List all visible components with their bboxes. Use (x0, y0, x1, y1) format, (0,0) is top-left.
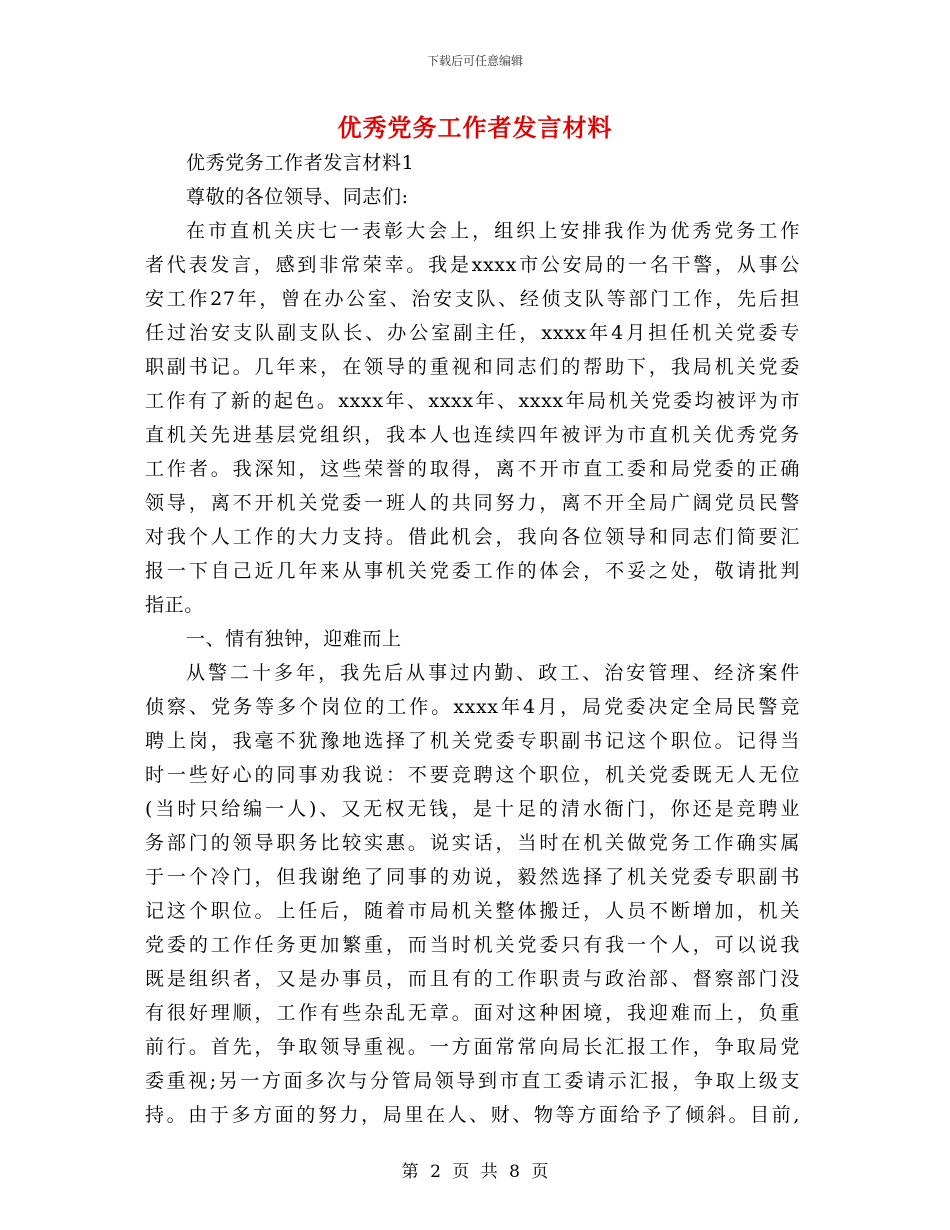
paragraph-line: 务部门的领导职务比较实惠。说实话，当时在机关做党务工作确实属 (145, 832, 800, 854)
paragraph-line: 者代表发言，感到非常荣幸。我是xxxx市公安局的一名干警，从事公 (145, 254, 800, 276)
salutation-line: 尊敬的各位领导、同志们: (186, 186, 409, 208)
paragraph-line: 对我个人工作的大力支持。借此机会，我向各位领导和同志们简要汇 (145, 526, 800, 548)
paragraph-line: 有很好理顺，工作有些杂乱无章。面对这种困境，我迎难而上，负重 (145, 1002, 800, 1024)
section-heading: 一、情有独钟，迎难而上 (186, 628, 402, 650)
paragraph-line: 持。由于多方面的努力，局里在人、财、物等方面给予了倾斜。目前, (145, 1104, 800, 1126)
paragraph-line: 在市直机关庆七一表彰大会上，组织上安排我作为优秀党务工作 (186, 220, 800, 242)
paragraph-line: 报一下自己近几年来从事机关党委工作的体会，不妥之处，敬请批判 (145, 560, 800, 582)
page-number-footer: 第 2 页 共 8 页 (401, 1162, 549, 1182)
paragraph-line: 既是组织者，又是办事员，而且有的工作职责与政治部、督察部门没 (145, 968, 800, 990)
paragraph-line: 党委的工作任务更加繁重，而当时机关党委只有我一个人，可以说我 (145, 934, 800, 956)
paragraph-line: 领导，离不开机关党委一班人的共同努力，离不开全局广阔党员民警 (145, 492, 800, 514)
paragraph-line: 聘上岗，我毫不犹豫地选择了机关党委专职副书记这个职位。记得当 (145, 730, 800, 752)
paragraph-line: 职副书记。几年来，在领导的重视和同志们的帮助下，我局机关党委 (145, 356, 800, 378)
paragraph-line: 时一些好心的同事劝我说：不要竞聘这个职位，机关党委既无人无位 (145, 764, 800, 786)
paragraph-line: 指正。 (145, 594, 204, 616)
paragraph-line: (当时只给编一人)、又无权无钱，是十足的清水衙门，你还是竞聘业 (145, 798, 800, 820)
paragraph-line: 于一个冷门，但我谢绝了同事的劝说，毅然选择了机关党委专职副书 (145, 866, 800, 888)
paragraph-line: 安工作27年，曾在办公室、治安支队、经侦支队等部门工作，先后担 (145, 288, 800, 310)
document-title: 优秀党务工作者发言材料 (337, 113, 613, 142)
paragraph-line: 任过治安支队副支队长、办公室副主任，xxxx年4月担任机关党委专 (145, 322, 800, 344)
paragraph-line: 前行。首先，争取领导重视。一方面常常向局长汇报工作，争取局党 (145, 1036, 800, 1058)
paragraph-line: 记这个职位。上任后，随着市局机关整体搬迁，人员不断增加，机关 (145, 900, 800, 922)
paragraph-line: 侦察、党务等多个岗位的工作。xxxx年4月，局党委决定全局民警竞 (145, 696, 800, 718)
paragraph-line: 工作者。我深知，这些荣誉的取得，离不开市直工委和局党委的正确 (145, 458, 800, 480)
paragraph-line: 直机关先进基层党组织，我本人也连续四年被评为市直机关优秀党务 (145, 424, 800, 446)
subtitle-line: 优秀党务工作者发言材料1 (186, 152, 415, 174)
page-header: 下载后可任意编辑 (426, 54, 523, 68)
paragraph-line: 工作有了新的起色。xxxx年、xxxx年、xxxx年局机关党委均被评为市 (145, 390, 800, 412)
paragraph-line: 从警二十多年，我先后从事过内勤、政工、治安管理、经济案件 (186, 662, 800, 684)
document-body (145, 146, 800, 1132)
paragraph-line: 委重视;另一方面多次与分管局领导到市直工委请示汇报，争取上级支 (145, 1070, 800, 1092)
